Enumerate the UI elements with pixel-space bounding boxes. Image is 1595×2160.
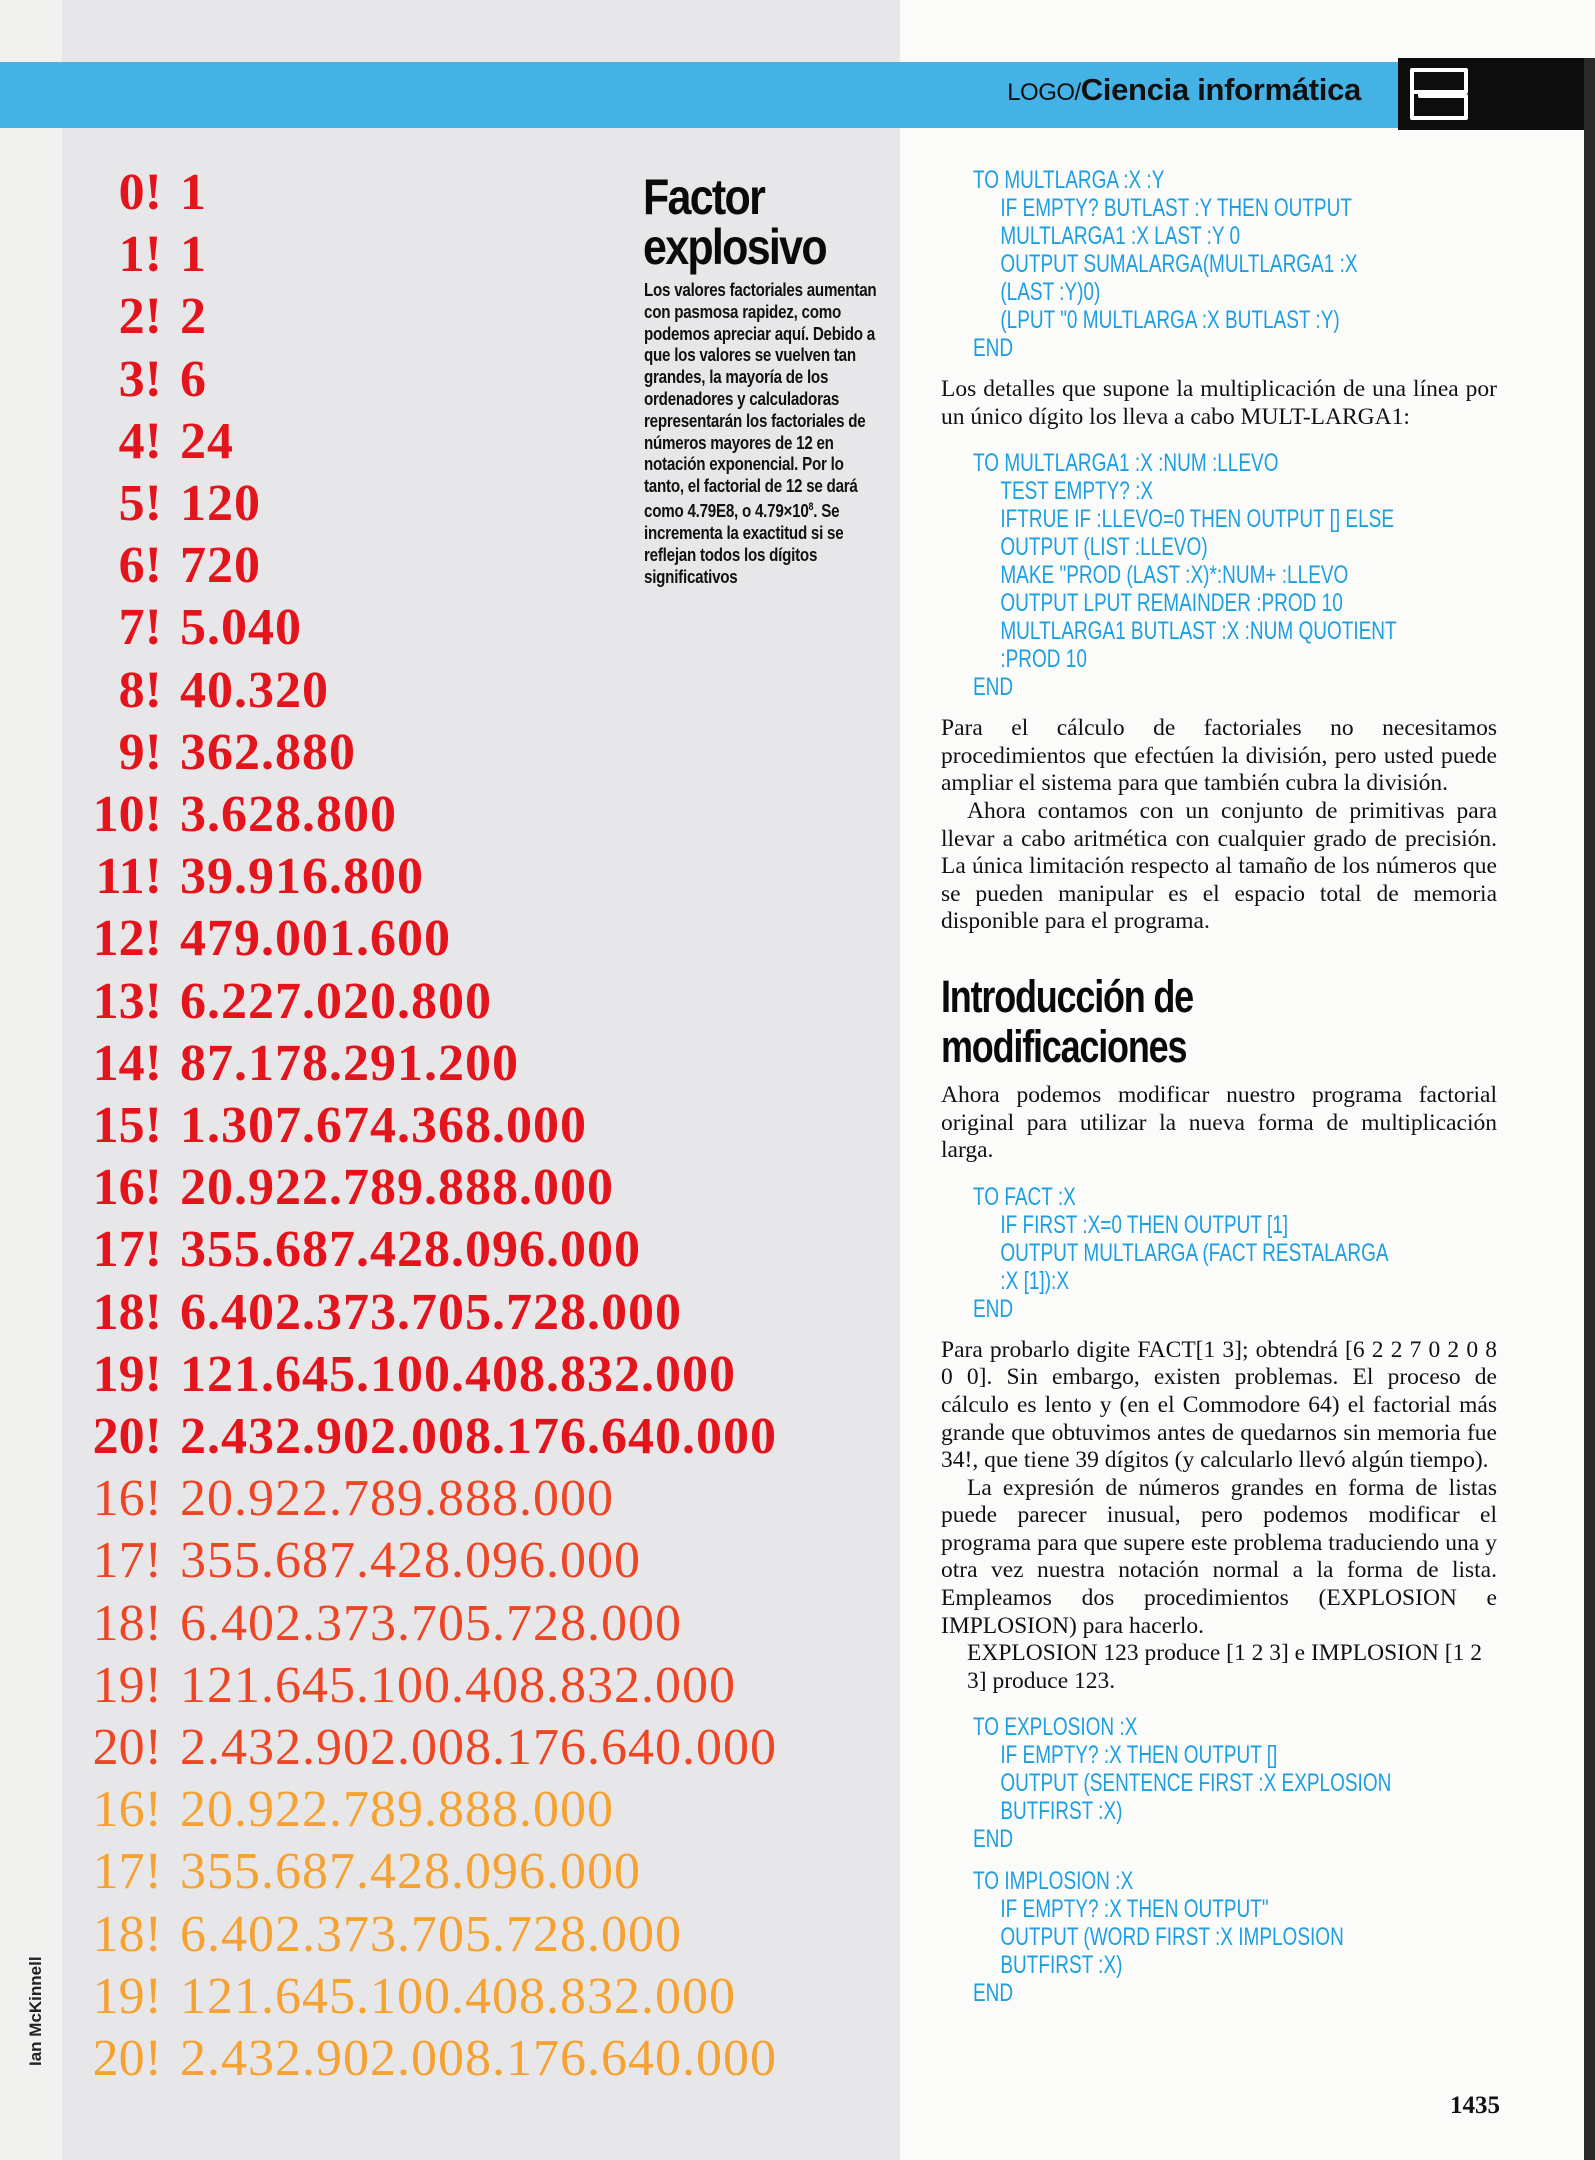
code-multlarga xyxy=(973,166,1371,362)
factorial-label: 18! xyxy=(92,1594,162,1652)
sidebar-caption: Los valores factoriales aumentan con pasmosa rapidez, como podemos apreciar aquí. Debido a que los valores se vuelven tan grandes, la mayoría de los ordenadores y calculadoras representarán los factoriales de números mayores de 12 en notación exponencial. Por lo tanto, el factorial de 12 se dará como 4.79E8, o $4.79\times 10^8$. Se incrementa la exactitud si se reflejan todos los dígitos significativos xyxy=(644,279,877,587)
code-line: END xyxy=(973,1979,1014,2008)
code-line: OUTPUT (LIST :LLEVO) xyxy=(1000,533,1208,562)
factorial-label: 20! xyxy=(92,2030,162,2087)
factorial-label: 19! xyxy=(92,1967,162,2025)
code-line: :PROD 10 xyxy=(1000,645,1087,674)
factorial-value: 2.432.902.008.176.640.000 xyxy=(180,1408,777,1465)
code-explosion xyxy=(973,1713,1392,1854)
factorial-label: 16! xyxy=(92,1470,162,1528)
author-credit: Ian McKinnell xyxy=(26,1956,45,2066)
factorial-value: 87.178.291.200 xyxy=(180,1034,519,1092)
code-line: (LPUT "0 MULTLARGA :X BUTLAST :Y) xyxy=(1000,306,1340,334)
factorial-label: 12! xyxy=(92,910,162,968)
factorial-label: 20! xyxy=(92,1408,162,1465)
factorial-value: 2.432.902.008.176.640.000 xyxy=(180,2030,777,2087)
factorial-label: 4! xyxy=(118,412,162,470)
factorial-value: 6.402.373.705.728.000 xyxy=(180,1594,682,1652)
factorial-value: 6.402.373.705.728.000 xyxy=(180,1283,682,1341)
factorial-value: 20.922.789.888.000 xyxy=(180,1781,614,1839)
code-line: MULTLARGA1 BUTLAST :X :NUM QUOTIENT xyxy=(1000,617,1397,646)
paragraph: Ahora podemos modificar nuestro programa factorial original para utilizar la nueva forma de multiplicación larga. xyxy=(941,1081,1497,1164)
computer-science-logo-icon xyxy=(1400,62,1480,126)
code-line: BUTFIRST :X) xyxy=(1000,1797,1123,1826)
paragraph: Para el cálculo de factoriales no necesitamos procedimientos que efectúen la división, pero usted puede ampliar el sistema para que también cubra la división. Ahora contamos con un conjunto de primitivas para llevar a cabo aritmética con cualquier grado de precisión. La única limitación respecto al tamaño de los números que se pueden manipular es el espacio total de memoria disponible para el programa. xyxy=(941,715,1497,935)
page-number: 1435 xyxy=(1450,2092,1500,2119)
factorial-value: 6.227.020.800 xyxy=(180,972,492,1030)
factorial-label: 3! xyxy=(118,350,162,408)
factorial-label: 2! xyxy=(118,288,162,346)
factorial-label: 14! xyxy=(92,1034,162,1092)
code-line: IF EMPTY? :X THEN OUTPUT [] xyxy=(1000,1741,1278,1770)
code-line: IFTRUE IF :LLEVO=0 THEN OUTPUT [] ELSE xyxy=(1000,505,1395,534)
sidebar-title: Factor explosivo xyxy=(643,169,826,275)
section-title: LOGO/Ciencia informática xyxy=(1007,72,1361,107)
code-line: END xyxy=(973,673,1014,702)
factorial-label: 20! xyxy=(92,1719,162,1776)
factorial-value: 2.432.902.008.176.640.000 xyxy=(180,1719,777,1776)
code-multlarga1 xyxy=(973,449,1397,702)
factorial-label: 1! xyxy=(118,226,162,284)
factorial-label: 11! xyxy=(95,848,162,906)
subheading: Introducción de modificaciones xyxy=(941,970,1193,1072)
factorial-label: 18! xyxy=(92,1283,162,1341)
factorial-value: 355.687.428.096.000 xyxy=(180,1532,641,1590)
code-line: (LAST :Y)0) xyxy=(1000,278,1101,306)
factorial-value: 20.922.789.888.000 xyxy=(180,1159,614,1217)
factorial-value: 362.880 xyxy=(180,723,356,781)
page-margin xyxy=(0,0,62,2160)
code-line: IF EMPTY? :X THEN OUTPUT" xyxy=(1000,1895,1269,1924)
factorial-value: 40.320 xyxy=(180,661,329,719)
factorial-value: 121.645.100.408.832.000 xyxy=(180,1656,736,1714)
factorial-value: 1 xyxy=(180,226,207,284)
factorial-value: 355.687.428.096.000 xyxy=(180,1221,641,1279)
factorial-label: 19! xyxy=(92,1656,162,1714)
code-line: IF FIRST :X=0 THEN OUTPUT [1] xyxy=(1000,1210,1289,1239)
factorial-label: 7! xyxy=(118,599,162,657)
factorial-label: 19! xyxy=(92,1345,162,1403)
code-line: :X [1]):X xyxy=(1000,1266,1069,1295)
factorial-label: 16! xyxy=(92,1159,162,1217)
factorial-label: 16! xyxy=(92,1781,162,1839)
code-line: TO MULTLARGA1 :X :NUM :LLEVO xyxy=(973,449,1279,478)
factorial-value: 6.402.373.705.728.000 xyxy=(180,1905,682,1963)
factorial-value: 479.001.600 xyxy=(180,910,451,968)
code-line: IF EMPTY? BUTLAST :Y THEN OUTPUT xyxy=(1000,194,1352,222)
code-line: OUTPUT LPUT REMAINDER :PROD 10 xyxy=(1000,589,1343,618)
code-line: OUTPUT MULTLARGA (FACT RESTALARGA xyxy=(1000,1238,1389,1267)
code-line: END xyxy=(973,1294,1014,1323)
code-line: TEST EMPTY? :X xyxy=(1000,477,1154,506)
factorial-value: 2 xyxy=(180,288,207,346)
factorial-value: 720 xyxy=(180,537,261,595)
factorial-label: 5! xyxy=(118,475,162,532)
factorial-label: 15! xyxy=(92,1097,162,1154)
factorial-value: 355.687.428.096.000 xyxy=(180,1843,641,1901)
factorial-value: 121.645.100.408.832.000 xyxy=(180,1967,736,2025)
code-line: END xyxy=(973,1825,1014,1854)
factorial-label: 9! xyxy=(118,723,162,781)
paragraph: Los detalles que supone la multiplicación de una línea por un único dígito los lleva a cabo MULT-LARGA1: xyxy=(941,376,1497,430)
factorial-value: 20.922.789.888.000 xyxy=(180,1470,614,1528)
code-line: BUTFIRST :X) xyxy=(1000,1951,1123,1980)
code-line: OUTPUT (WORD FIRST :X IMPLOSION xyxy=(1000,1923,1344,1952)
code-line: MULTLARGA1 :X LAST :Y 0 xyxy=(1000,222,1241,250)
factorial-value: 24 xyxy=(180,412,234,470)
code-fact xyxy=(973,1182,1389,1323)
factorial-label: 17! xyxy=(92,1221,162,1279)
factorial-label: 10! xyxy=(92,786,162,843)
factorial-value: 121.645.100.408.832.000 xyxy=(180,1345,736,1403)
factorial-label: 17! xyxy=(92,1843,162,1901)
factorial-label: 13! xyxy=(92,972,162,1030)
factorial-value: 120 xyxy=(180,475,261,532)
page-edge xyxy=(1584,58,1595,2160)
factorial-label: 8! xyxy=(118,661,162,719)
article-column xyxy=(941,166,1497,2021)
code-line: TO FACT :X xyxy=(973,1182,1076,1211)
factorial-value: 5.040 xyxy=(180,599,302,657)
code-implosion xyxy=(973,1867,1371,2007)
factorial-label: 17! xyxy=(92,1532,162,1590)
code-line: TO IMPLOSION :X xyxy=(973,1867,1134,1896)
code-line: OUTPUT (SENTENCE FIRST :X EXPLOSION xyxy=(1000,1769,1392,1798)
code-line: TO MULTLARGA :X :Y xyxy=(973,166,1165,194)
factorial-value: 1 xyxy=(180,164,207,221)
factorial-label: 0! xyxy=(118,164,162,221)
factorial-value: 6 xyxy=(180,350,207,408)
factorial-label: 6! xyxy=(118,537,162,595)
factorial-label: 18! xyxy=(92,1905,162,1963)
code-line: TO EXPLOSION :X xyxy=(973,1713,1138,1742)
section-tab xyxy=(1398,58,1584,130)
code-line: END xyxy=(973,334,1014,362)
factorial-value: 3.628.800 xyxy=(180,786,397,843)
paragraph: Para probarlo digite FACT[1 3]; obtendrá [6 2 2 7 0 2 0 8 0 0]. Sin embargo, existen problemas. El proceso de cálculo es lento y (en el Commodore 64) el factorial más grande que obtuvimos antes de quedarnos sin memoria fue 34!, que tiene 39 dígitos (y calcularlo llevó algún tiempo). La expresión de números grandes en forma de listas puede parecer inusual, pero podemos modificar el programa para que supere este problema traduciendo una y otra vez nuestra notación normal a la forma de lista. Empleamos dos procedimientos (EXPLOSION e IMPLOSION) para hacerlo. EXPLOSION 123 produce [1 2 3] e IMPLOSION [1 2 3] produce 123. xyxy=(941,1336,1497,1694)
factorial-value: 1.307.674.368.000 xyxy=(180,1097,587,1154)
code-line: MAKE "PROD (LAST :X)*:NUM+ :LLEVO xyxy=(1000,561,1349,590)
code-line: OUTPUT SUMALARGA(MULTLARGA1 :X xyxy=(1000,250,1358,278)
factorial-value: 39.916.800 xyxy=(180,848,424,906)
